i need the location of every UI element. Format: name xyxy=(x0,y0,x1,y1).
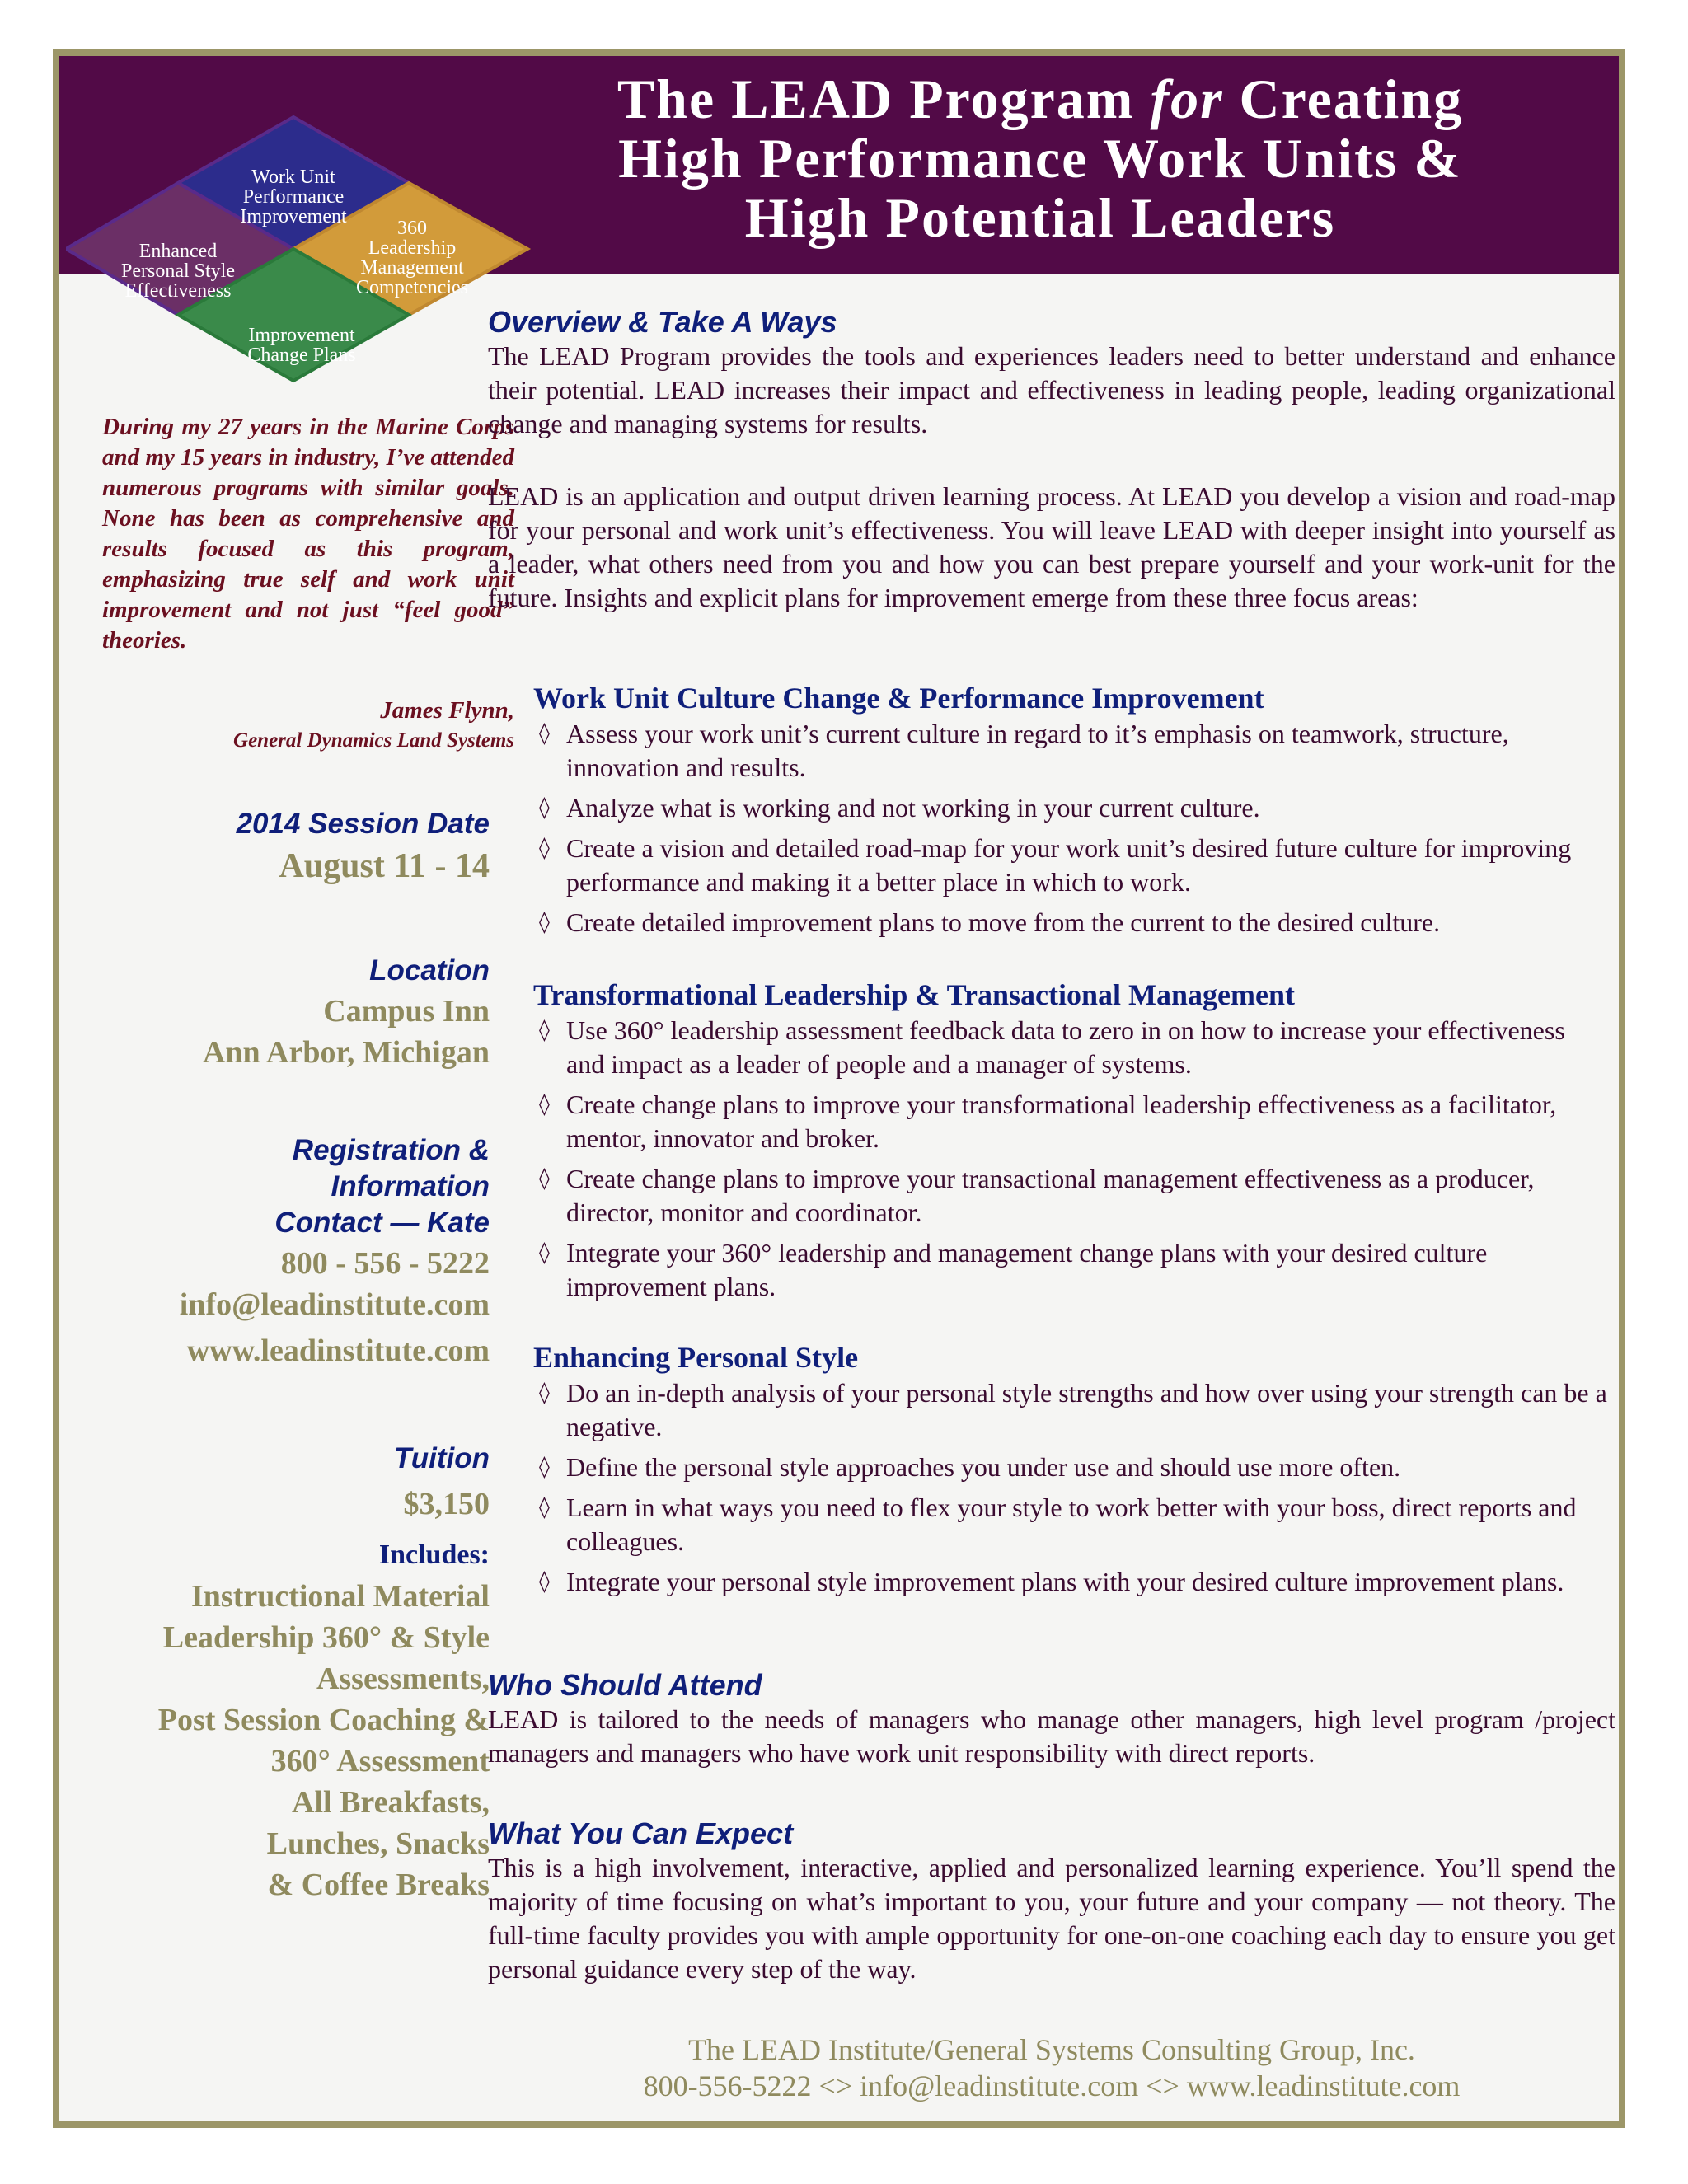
page-frame xyxy=(53,49,1625,2128)
list-item: ◊ Analyze what is working and not working in your current culture. xyxy=(537,791,1609,825)
logo-label-bottom xyxy=(247,325,355,366)
contact-email[interactable]: info@leadinstitute.com xyxy=(179,1287,490,1322)
testimonial-author: James Flynn, xyxy=(380,697,514,724)
svg-text:Management: Management xyxy=(360,257,464,279)
diamond-bullet-icon: ◊ xyxy=(539,836,550,860)
svg-text:360: 360 xyxy=(397,218,427,239)
diamond-bullet-icon: ◊ xyxy=(539,1380,550,1405)
work-unit-bullet-list xyxy=(537,717,1609,946)
footer-contact: 800-556-5222 <> info@leadinstitute.com <> www.leadinstitute.com xyxy=(643,2069,1461,2102)
diamond-bullet-icon: ◊ xyxy=(539,910,550,935)
list-item: ◊ Create change plans to improve your transformational leadership effectiveness as a facilitator, mentor, innovator and broker. xyxy=(539,1090,1557,1153)
includes-item: Instructional Material xyxy=(190,1579,490,1614)
diamond-bullet-icon: ◊ xyxy=(539,795,550,820)
includes-item: 360° Assessment xyxy=(270,1744,490,1779)
includes-item: & Coffee Breaks xyxy=(267,1868,490,1902)
registration-label-1: Registration & xyxy=(292,1134,490,1166)
title-line-2: High Performance Work Units & xyxy=(618,127,1462,190)
testimonial-quote: During my 27 years in the Marine Corps and my 15 years in industry, I’ve attended numerous programs with similar goals. None has been as comprehensive and results focused as this program, emphasizing true self and work unit improvement and not just “feel good” theories. xyxy=(102,414,514,654)
svg-text:Personal Style: Personal Style xyxy=(121,260,235,282)
what-you-can-expect-heading: What You Can Expect xyxy=(488,1816,794,1850)
list-item: ◊ Assess your work unit’s current culture in regard to it’s emphasis on teamwork, structure, innovation and results. xyxy=(539,719,1509,782)
what-you-can-expect-text: This is a high involvement, interactive, applied and personalized learning experience. You’ll spend the majority of time focusing on what’s important to you, your future and your company — not theory. The full-time faculty provides you with ample opportunity for one-on-one coaching each day to ensure you get personal guidance every step of the way. xyxy=(488,1853,1615,1984)
overview-paragraph-2: LEAD is an application and output driven learning process. At LEAD you develop a vision and road-map for your personal and work unit’s effectiveness. You will leave LEAD with deeper insight into yourself as a leader, what others need from you and how you can best prepare yourself and your work-unit for the future. Insights and explicit plans for improvement emerge from these three focus areas: xyxy=(488,481,1615,612)
diamond-bullet-icon: ◊ xyxy=(539,1092,550,1117)
includes-item: Post Session Coaching & xyxy=(157,1703,490,1737)
title-line-1: The LEAD Program for Creating xyxy=(617,68,1464,130)
list-item: ◊ Integrate your 360° leadership and management change plans with your desired culture improvement plans. xyxy=(539,1238,1488,1301)
svg-text:Enhanced: Enhanced xyxy=(138,241,218,262)
title-line-3: High Potential Leaders xyxy=(744,186,1336,249)
logo-label-top xyxy=(240,166,347,227)
leadership-bullet-list xyxy=(537,1014,1609,1310)
svg-text:Improvement: Improvement xyxy=(240,206,347,227)
personal-style-bullet-list xyxy=(537,1376,1609,1605)
svg-text:Performance: Performance xyxy=(242,186,345,208)
registration-label-2: Information xyxy=(331,1170,490,1202)
list-item: ◊ Do an in-depth analysis of your personal style strengths and how over using your strength can be a negative. xyxy=(539,1378,1607,1441)
diamond-bullet-icon: ◊ xyxy=(539,1018,550,1043)
testimonial-organization: General Dynamics Land Systems xyxy=(233,729,514,752)
list-item: ◊ Create a vision and detailed road-map for your work unit’s desired future culture for improving performance and making it a better place in which to work. xyxy=(539,833,1572,897)
includes-item: Assessments, xyxy=(316,1661,490,1696)
diamond-bullet-icon: ◊ xyxy=(539,1166,550,1191)
contact-website[interactable]: www.leadinstitute.com xyxy=(186,1333,490,1368)
diamond-bullet-icon: ◊ xyxy=(539,1455,550,1479)
location-city: Ann Arbor, Michigan xyxy=(202,1035,490,1070)
who-should-attend-heading: Who Should Attend xyxy=(488,1668,762,1702)
svg-text:Change Plans: Change Plans xyxy=(247,344,356,366)
location-label: Location xyxy=(369,954,490,987)
section-heading-work-unit: Work Unit Culture Change & Performance Improvement xyxy=(533,682,1264,715)
list-item: ◊ Learn in what ways you need to flex your style to work better with your boss, direct reports and colleagues. xyxy=(539,1493,1577,1556)
diamond-bullet-icon: ◊ xyxy=(539,1240,550,1265)
list-item: ◊ Define the personal style approaches you under use and should use more often. xyxy=(537,1451,1609,1484)
includes-item: Lunches, Snacks xyxy=(266,1826,490,1861)
overview-paragraph-1: The LEAD Program provides the tools and experiences leaders need to better understand and enhance their potential. LEAD increases their impact and effectiveness in leading people, leading organizational change and managing systems for results. xyxy=(488,341,1615,438)
session-date-value: August 11 - 14 xyxy=(279,847,490,885)
includes-label: Includes: xyxy=(378,1540,490,1570)
section-heading-personal-style: Enhancing Personal Style xyxy=(533,1341,859,1374)
svg-text:Work Unit: Work Unit xyxy=(251,166,335,188)
svg-text:Competencies: Competencies xyxy=(356,277,468,298)
list-item: ◊ Integrate your personal style improvement plans with your desired culture improvement plans. xyxy=(537,1565,1609,1599)
includes-item: All Breakfasts, xyxy=(292,1785,490,1820)
includes-item: Leadership 360° & Style xyxy=(162,1620,490,1655)
overview-heading: Overview & Take A Ways xyxy=(488,305,837,339)
who-should-attend-text: LEAD is tailored to the needs of managers who manage other managers, high level program /project managers and managers who have work unit responsibility with direct reports. xyxy=(488,1704,1615,1768)
footer-organization: The LEAD Institute/General Systems Consulting Group, Inc. xyxy=(688,2033,1415,2066)
svg-text:Leadership: Leadership xyxy=(368,237,457,259)
tuition-value: $3,150 xyxy=(403,1487,490,1521)
diamond-bullet-icon: ◊ xyxy=(539,1569,550,1594)
diamond-bullet-icon: ◊ xyxy=(539,1495,550,1520)
location-venue: Campus Inn xyxy=(323,994,490,1029)
list-item: ◊ Create change plans to improve your transactional management effectiveness as a producer, director, monitor and coordinator. xyxy=(539,1164,1535,1227)
section-heading-leadership: Transformational Leadership & Transactional Management xyxy=(533,978,1295,1011)
svg-text:Improvement: Improvement xyxy=(248,325,355,346)
contact-phone: 800 - 556 - 5222 xyxy=(280,1246,490,1281)
page-title xyxy=(529,69,1551,247)
registration-label-3: Contact — Kate xyxy=(274,1207,490,1239)
list-item: ◊ Create detailed improvement plans to move from the current to the desired culture. xyxy=(537,906,1609,940)
svg-text:Effectiveness: Effectiveness xyxy=(124,280,232,302)
list-item: ◊ Use 360° leadership assessment feedback data to zero in on how to increase your effectiveness and impact as a leader of people and a manager of systems. xyxy=(539,1015,1565,1079)
diamond-bullet-icon: ◊ xyxy=(539,721,550,746)
tuition-label: Tuition xyxy=(394,1442,490,1474)
session-date-label: 2014 Session Date xyxy=(236,808,490,840)
